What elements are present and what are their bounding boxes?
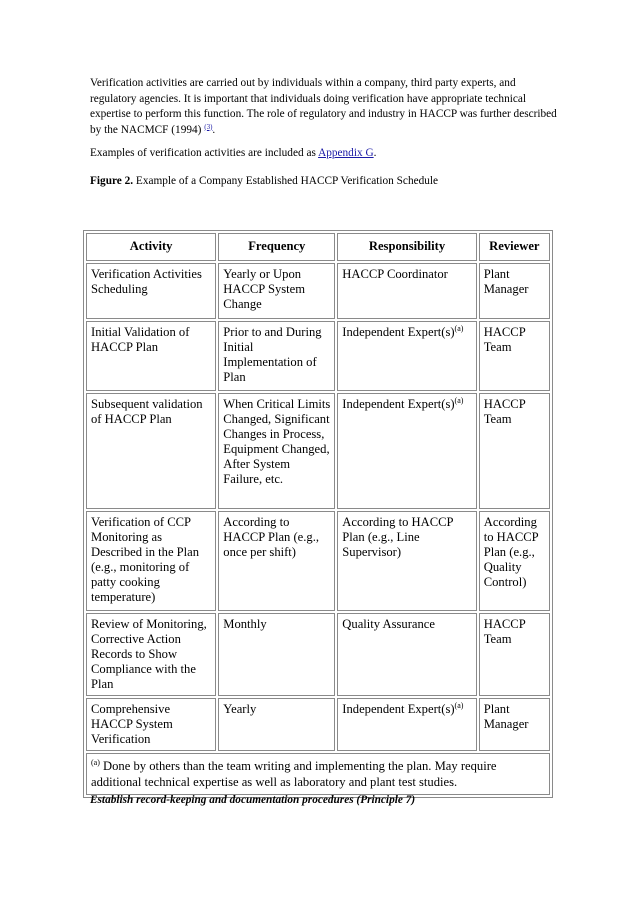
- footnote-text: Done by others than the team writing and implementing the plan. May require additional technical expertise as well as laboratory and plant test studies.: [91, 759, 497, 789]
- figure-label: Figure 2.: [90, 175, 134, 187]
- examples-text: Examples of verification activities are included as: [90, 147, 319, 159]
- section-heading: Establish record-keeping and documentation procedures (Principle 7): [90, 794, 416, 806]
- table-header-row: [86, 233, 550, 261]
- examples-end: .: [373, 147, 377, 159]
- cell-frequency: According to HACCP Plan (e.g., once per shift): [218, 511, 335, 611]
- header-frequency: Frequency: [218, 233, 335, 261]
- cell-frequency: Prior to and During Initial Implementation of Plan: [218, 321, 335, 391]
- responsibility-text: Independent Expert(s): [342, 325, 455, 339]
- table-row: [86, 511, 550, 611]
- table-row: [86, 321, 550, 391]
- cell-reviewer: HACCP Team: [479, 321, 550, 391]
- cell-activity: Review of Monitoring, Corrective Action Records to Show Compliance with the Plan: [86, 613, 216, 696]
- intro-end: .: [212, 123, 216, 136]
- cell-responsibility: According to HACCP Plan (e.g., Line Supervisor): [337, 511, 476, 611]
- examples-paragraph: [90, 146, 560, 162]
- table-row: [86, 393, 550, 509]
- cell-responsibility: HACCP Coordinator: [337, 263, 476, 319]
- cell-frequency: Yearly: [218, 698, 335, 751]
- header-reviewer: Reviewer: [479, 233, 550, 261]
- cell-reviewer: Plant Manager: [479, 698, 550, 751]
- header-activity: Activity: [86, 233, 216, 261]
- cell-frequency: Yearly or Upon HACCP System Change: [218, 263, 335, 319]
- footnote-marker: (a): [454, 324, 464, 333]
- appendix-g-link[interactable]: Appendix G: [318, 147, 374, 159]
- intro-text: Verification activities are carried out by individuals within a company, third party experts, and regulatory agencies. It is important that individuals doing verification have appropriate technical expertise to perform this function. The role of regulatory and industry in HACCP was further described by the NACMCF (1994): [90, 77, 557, 136]
- cell-responsibility: Quality Assurance: [337, 613, 476, 696]
- cell-responsibility: [337, 393, 476, 509]
- responsibility-text: Independent Expert(s): [342, 702, 455, 716]
- table-row: [86, 263, 550, 319]
- cell-frequency: When Critical Limits Changed, Significant Changes in Process, Equipment Changed, After System Failure, etc.: [218, 393, 335, 509]
- cell-reviewer: HACCP Team: [479, 393, 550, 509]
- footnote-marker: (a): [454, 701, 464, 710]
- table-footnote-row: [86, 753, 550, 795]
- intro-paragraph: [90, 76, 560, 138]
- cell-reviewer: According to HACCP Plan (e.g., Quality Control): [479, 511, 550, 611]
- cell-frequency: Monthly: [218, 613, 335, 696]
- footnote-marker: (a): [454, 396, 464, 405]
- table-row: [86, 698, 550, 751]
- cell-activity: Verification Activities Scheduling: [86, 263, 216, 319]
- cell-activity: Verification of CCP Monitoring as Described in the Plan (e.g., monitoring of patty cooking temperature): [86, 511, 216, 611]
- cell-reviewer: HACCP Team: [479, 613, 550, 696]
- header-responsibility: Responsibility: [337, 233, 476, 261]
- cell-responsibility: [337, 321, 476, 391]
- reference-link[interactable]: (3): [204, 122, 213, 131]
- figure-caption-text: Example of a Company Established HACCP Verification Schedule: [133, 175, 439, 187]
- cell-responsibility: [337, 698, 476, 751]
- cell-activity: Initial Validation of HACCP Plan: [86, 321, 216, 391]
- table-footnote: [86, 753, 550, 795]
- verification-schedule-table: [83, 230, 553, 798]
- footnote-marker: (a): [91, 758, 100, 767]
- cell-reviewer: Plant Manager: [479, 263, 550, 319]
- responsibility-text: Independent Expert(s): [342, 397, 455, 411]
- figure-caption: [90, 174, 560, 190]
- cell-activity: Comprehensive HACCP System Verification: [86, 698, 216, 751]
- table-row: [86, 613, 550, 696]
- cell-activity: Subsequent validation of HACCP Plan: [86, 393, 216, 509]
